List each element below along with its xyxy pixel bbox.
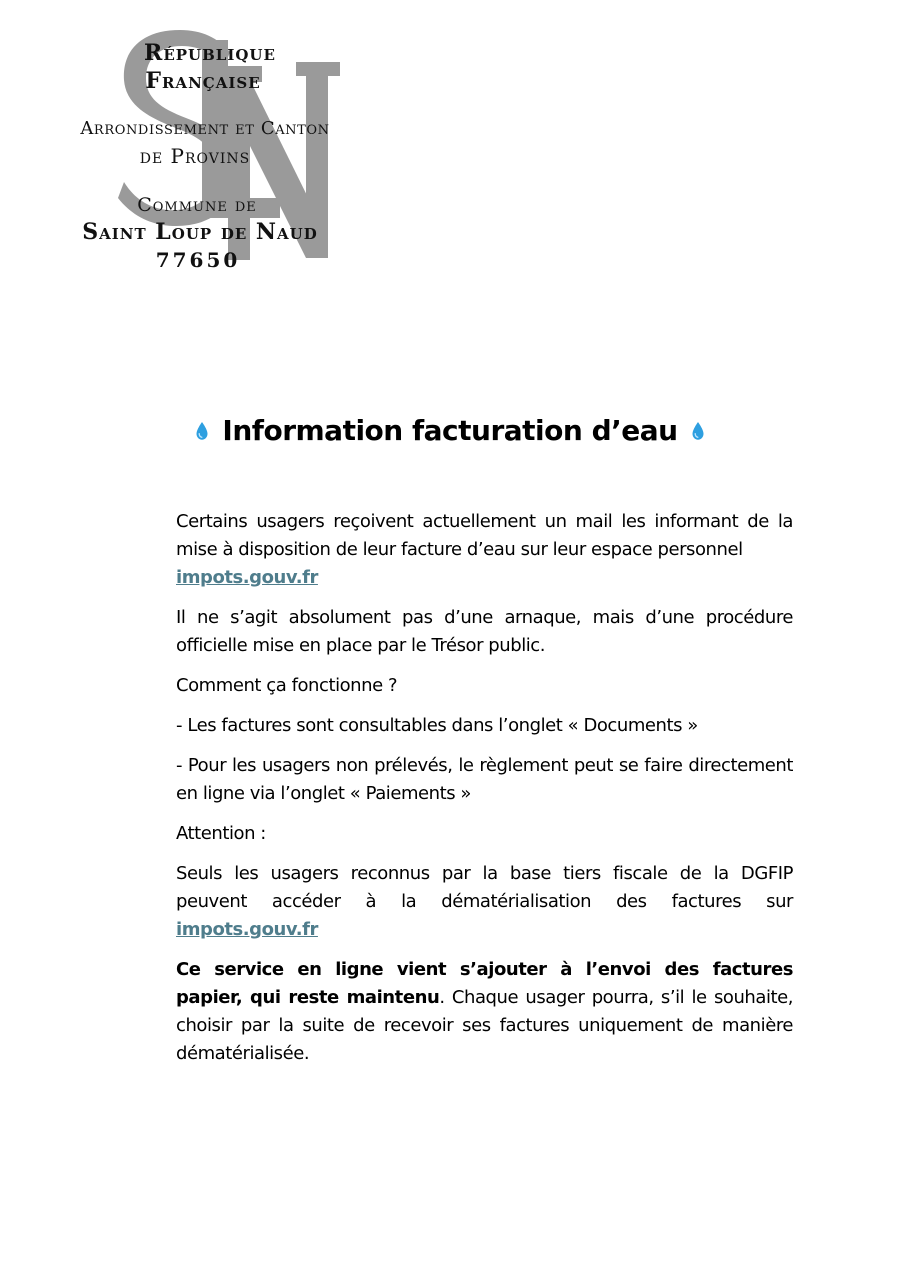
notice-body <box>176 508 793 1080</box>
paragraph-dgfip <box>176 860 793 944</box>
water-drop-icon <box>195 421 209 441</box>
letterhead-commune: Commune de <box>137 194 257 216</box>
paragraph-how-it-works: Comment ça fonctionne ? <box>176 675 398 696</box>
letterhead-francaise: Française <box>145 68 261 94</box>
paragraph-payments-tab: - Pour les usagers non prélevés, le règlement peut se faire directement en ligne via l’onglet « Paiements » <box>176 755 793 804</box>
paragraph-attention: Attention : <box>176 823 266 844</box>
letterhead <box>40 22 370 277</box>
letterhead-commune-name: Saint Loup de Naud <box>82 219 318 245</box>
letterhead-arrondissement: Arrondissement et Canton <box>80 118 330 139</box>
letterhead-postal-code: 77650 <box>155 248 241 272</box>
paper-invoices-emphasis: Ce service en ligne vient s’ajouter à l’envoi des factures papier, qui reste maintenu <box>176 959 793 1008</box>
paragraph-paper-invoices <box>176 956 793 1068</box>
paragraph-not-scam: Il ne s’agit absolument pas d’une arnaque, mais d’une procédure officielle mise en place par le Trésor public. <box>176 607 793 656</box>
paper-invoices-text: . Chaque usager pourra, s’il le souhaite, choisir par la suite de recevoir ses factures uniquement de manière dématérialisée. <box>176 987 793 1064</box>
letterhead-provins: de Provins <box>139 144 251 168</box>
page-title: Information facturation d’eau <box>222 414 678 447</box>
water-drop-icon <box>691 421 705 441</box>
letterhead-republique: République <box>144 40 276 66</box>
title-row <box>0 414 900 447</box>
paragraph-dgfip-text: Seuls les usagers reconnus par la base tiers fiscale de la DGFIP peuvent accéder à la dématérialisation des factures sur <box>176 863 793 912</box>
paragraph-documents-tab: - Les factures sont consultables dans l’onglet « Documents » <box>176 715 698 736</box>
paragraph-intro-text: Certains usagers reçoivent actuellement un mail les informant de la mise à disposition de leur facture d’eau sur leur espace personnel <box>176 511 793 560</box>
paragraph-intro <box>176 508 793 592</box>
impots-link[interactable]: impots.gouv.fr <box>176 567 318 588</box>
impots-link[interactable]: impots.gouv.fr <box>176 919 318 940</box>
